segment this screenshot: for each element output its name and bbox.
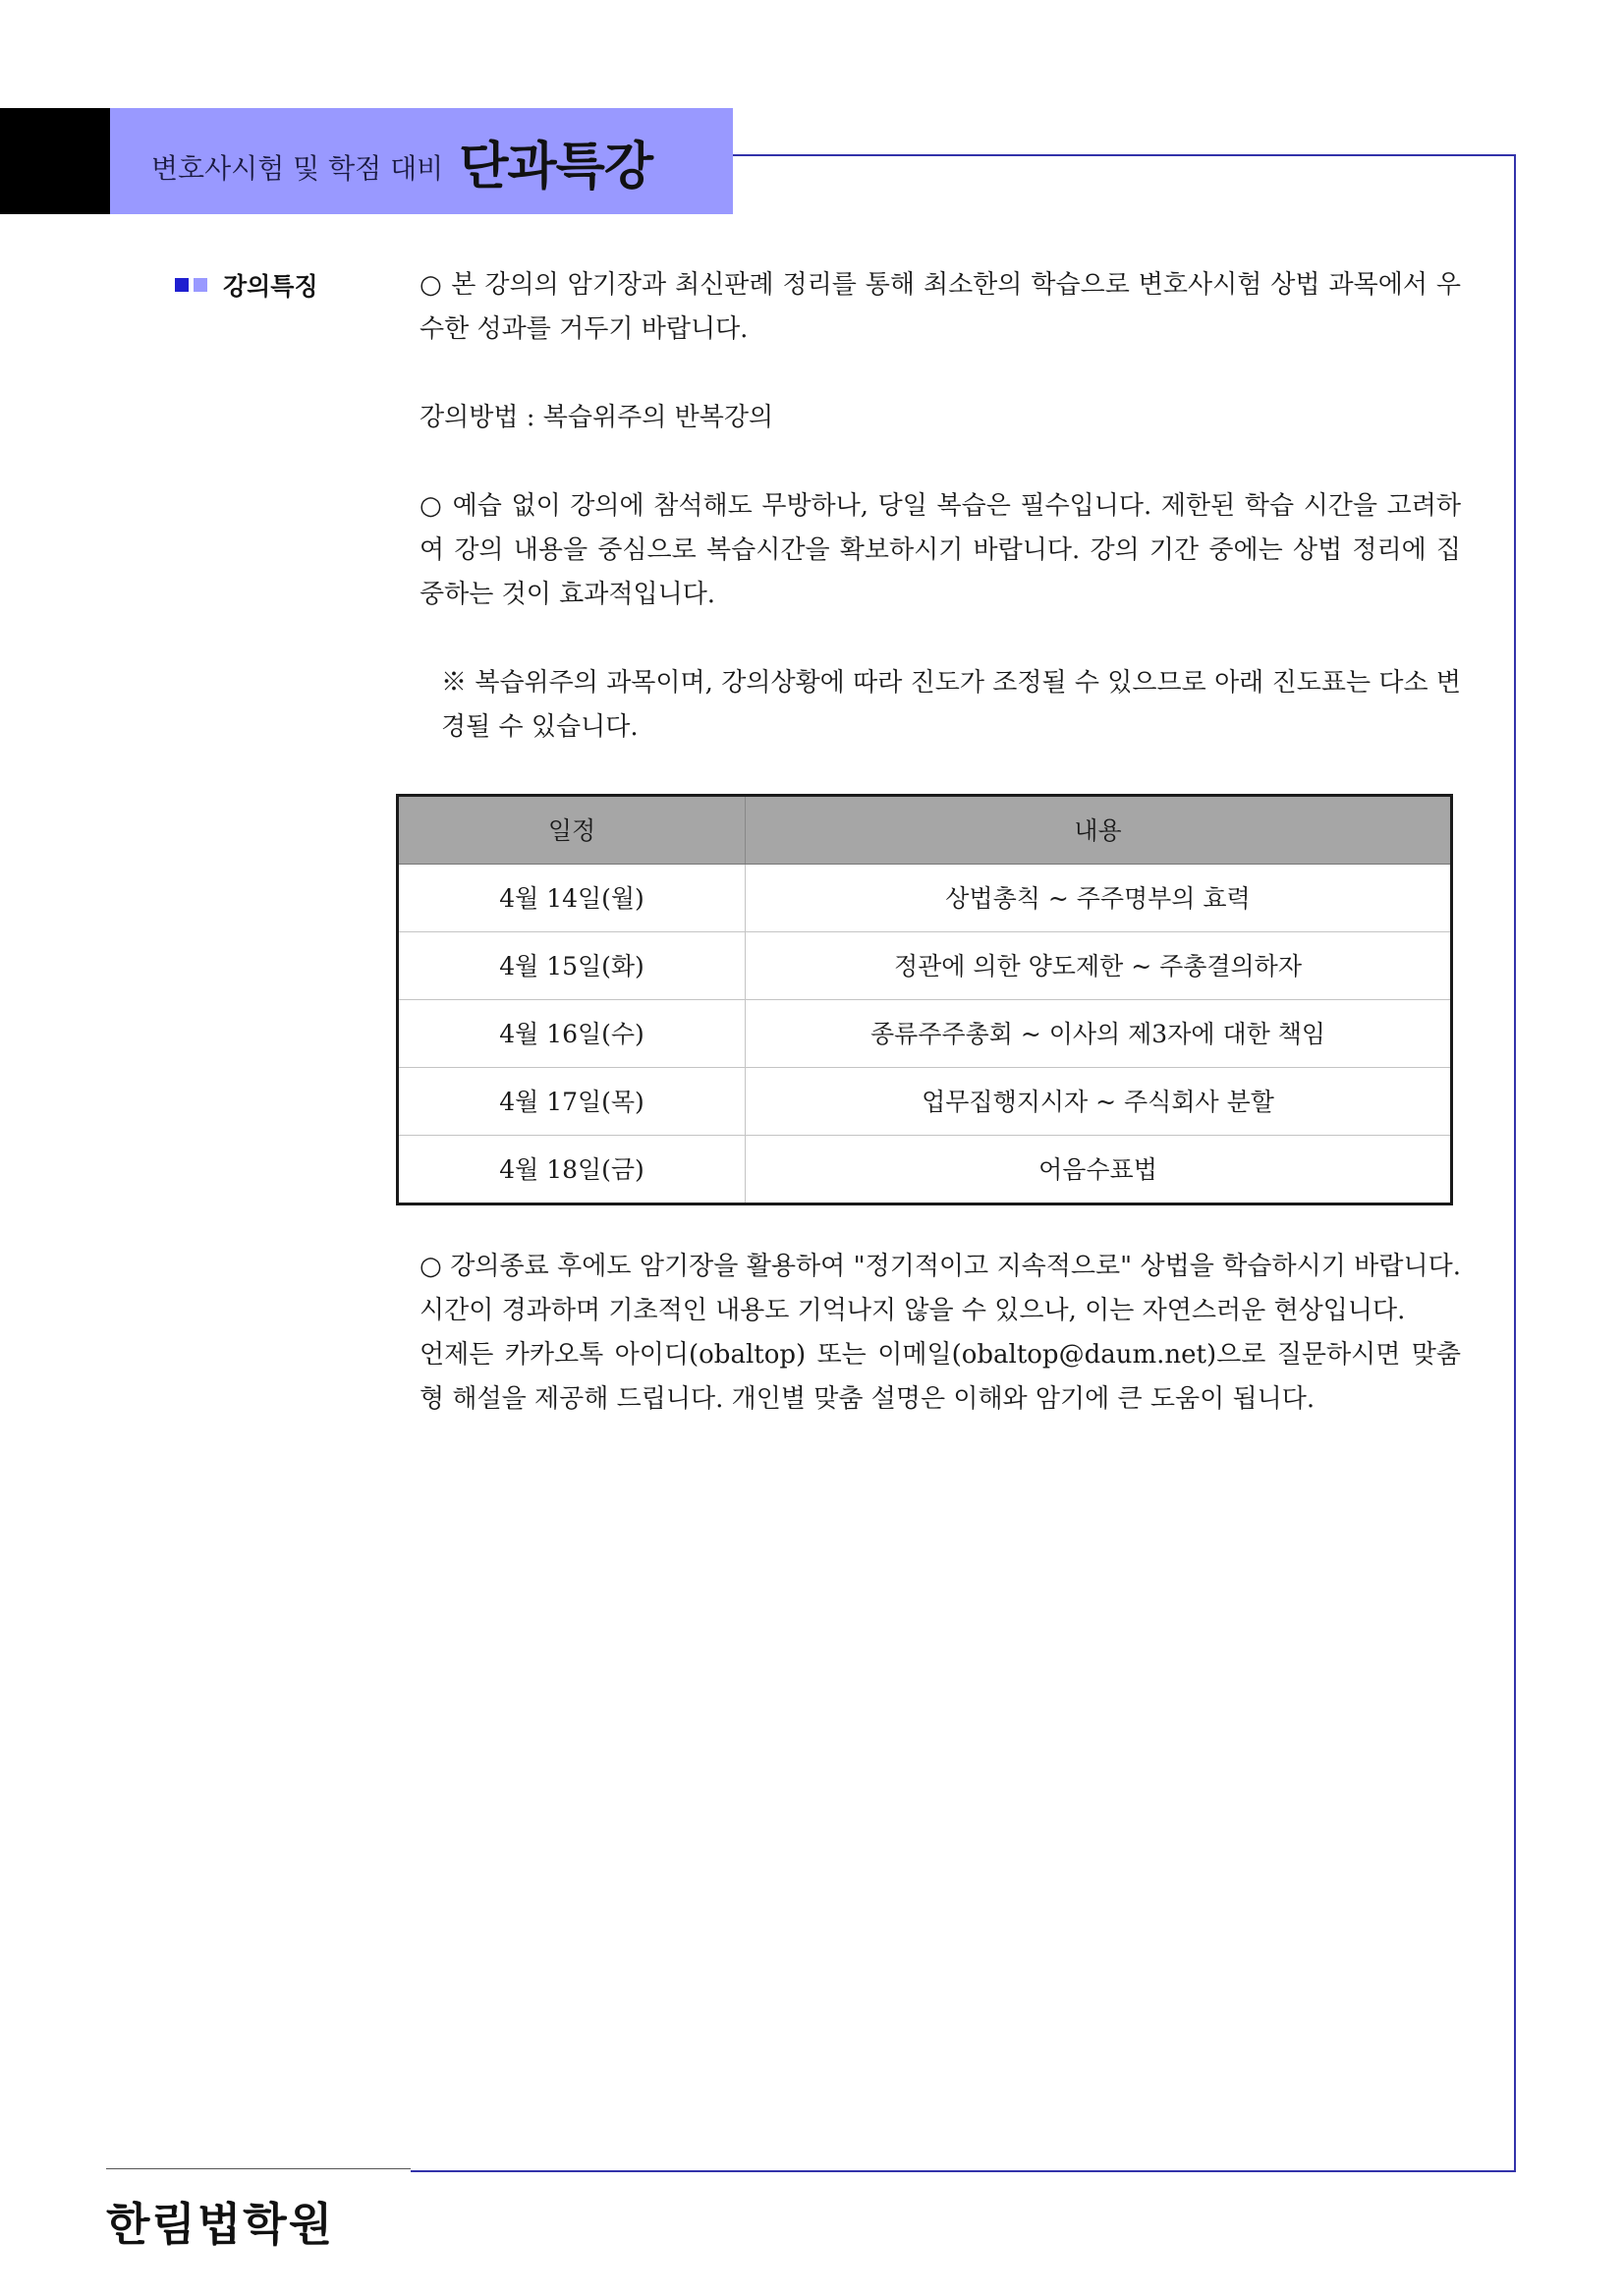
header-content: 내용 xyxy=(746,796,1452,865)
schedule-header-row xyxy=(398,796,1452,865)
main-content xyxy=(420,263,1461,1422)
header-banner xyxy=(110,108,733,214)
section-label xyxy=(175,267,318,303)
row-date: 4월 16일(수) xyxy=(398,1000,746,1068)
table-row xyxy=(398,1136,1452,1204)
row-date: 4월 18일(금) xyxy=(398,1136,746,1204)
table-row xyxy=(398,1000,1452,1068)
row-content: 상법총칙 ~ 주주명부의 효력 xyxy=(746,865,1452,932)
table-row xyxy=(398,932,1452,1000)
header-subtitle: 변호사시험 및 학점 대비 xyxy=(151,152,444,185)
row-date: 4월 14일(월) xyxy=(398,865,746,932)
bullet-square-icon xyxy=(175,278,189,292)
table-row xyxy=(398,865,1452,932)
schedule-note: ※ 복습위주의 과목이며, 강의상황에 따라 진도가 조정될 수 있으므로 아래 진도표는 다소 변경될 수 있습니다. xyxy=(441,668,1461,742)
header-black-block xyxy=(0,108,110,214)
table-row xyxy=(398,1068,1452,1136)
header-date: 일정 xyxy=(398,796,746,865)
bullet-square-light-icon xyxy=(194,278,207,292)
schedule-table xyxy=(396,794,1453,1205)
footer-divider xyxy=(106,2168,411,2169)
academy-logo: 한림법학원 xyxy=(106,2198,335,2251)
row-content: 정관에 의한 양도제한 ~ 주총결의하자 xyxy=(746,932,1452,1000)
row-content: 어음수표법 xyxy=(1038,1154,1157,1184)
closing-paragraph: ○ 강의종료 후에도 암기장을 활용하여 "정기적이고 지속적으로" 상법을 학습하시기 바랍니다. 시간이 경과하며 기초적인 내용도 기억나지 않을 수 있으나, 이는 자연스러운 현상입니다. xyxy=(420,1252,1461,1325)
lecture-method: 강의방법 : 복습위주의 반복강의 xyxy=(420,403,774,432)
row-content: 종류주주총회 ~ 이사의 제3자에 대한 책임 xyxy=(746,1000,1452,1068)
contact-paragraph: 언제든 카카오톡 아이디(obaltop) 또는 이메일(obaltop@daum.net)으로 질문하시면 맞춤형 해설을 제공해 드립니다. 개인별 맞춤 설명은 이해와 암기에 큰 도움이 됩니다. xyxy=(420,1340,1461,1414)
row-content: 업무집행지시자 ~ 주식회사 분할 xyxy=(746,1068,1452,1136)
frame-bottom-border xyxy=(411,2170,1516,2172)
row-date: 4월 17일(목) xyxy=(398,1068,746,1136)
row-date: 4월 15일(화) xyxy=(398,932,746,1000)
frame-top-border xyxy=(733,154,1516,156)
section-label-text: 강의특징 xyxy=(223,272,318,301)
header-title: 단과특강 xyxy=(459,137,653,196)
frame-right-border xyxy=(1514,154,1516,2172)
intro-paragraph: ○ 본 강의의 암기장과 최신판례 정리를 통해 최소한의 학습으로 변호사시험 상법 과목에서 우수한 성과를 거두기 바랍니다. xyxy=(420,270,1461,344)
review-paragraph: ○ 예습 없이 강의에 참석해도 무방하나, 당일 복습은 필수입니다. 제한된 학습 시간을 고려하여 강의 내용을 중심으로 복습시간을 확보하시기 바랍니다. 강의 기간 중에는 상법 정리에 집중하는 것이 효과적입니다. xyxy=(420,491,1461,609)
